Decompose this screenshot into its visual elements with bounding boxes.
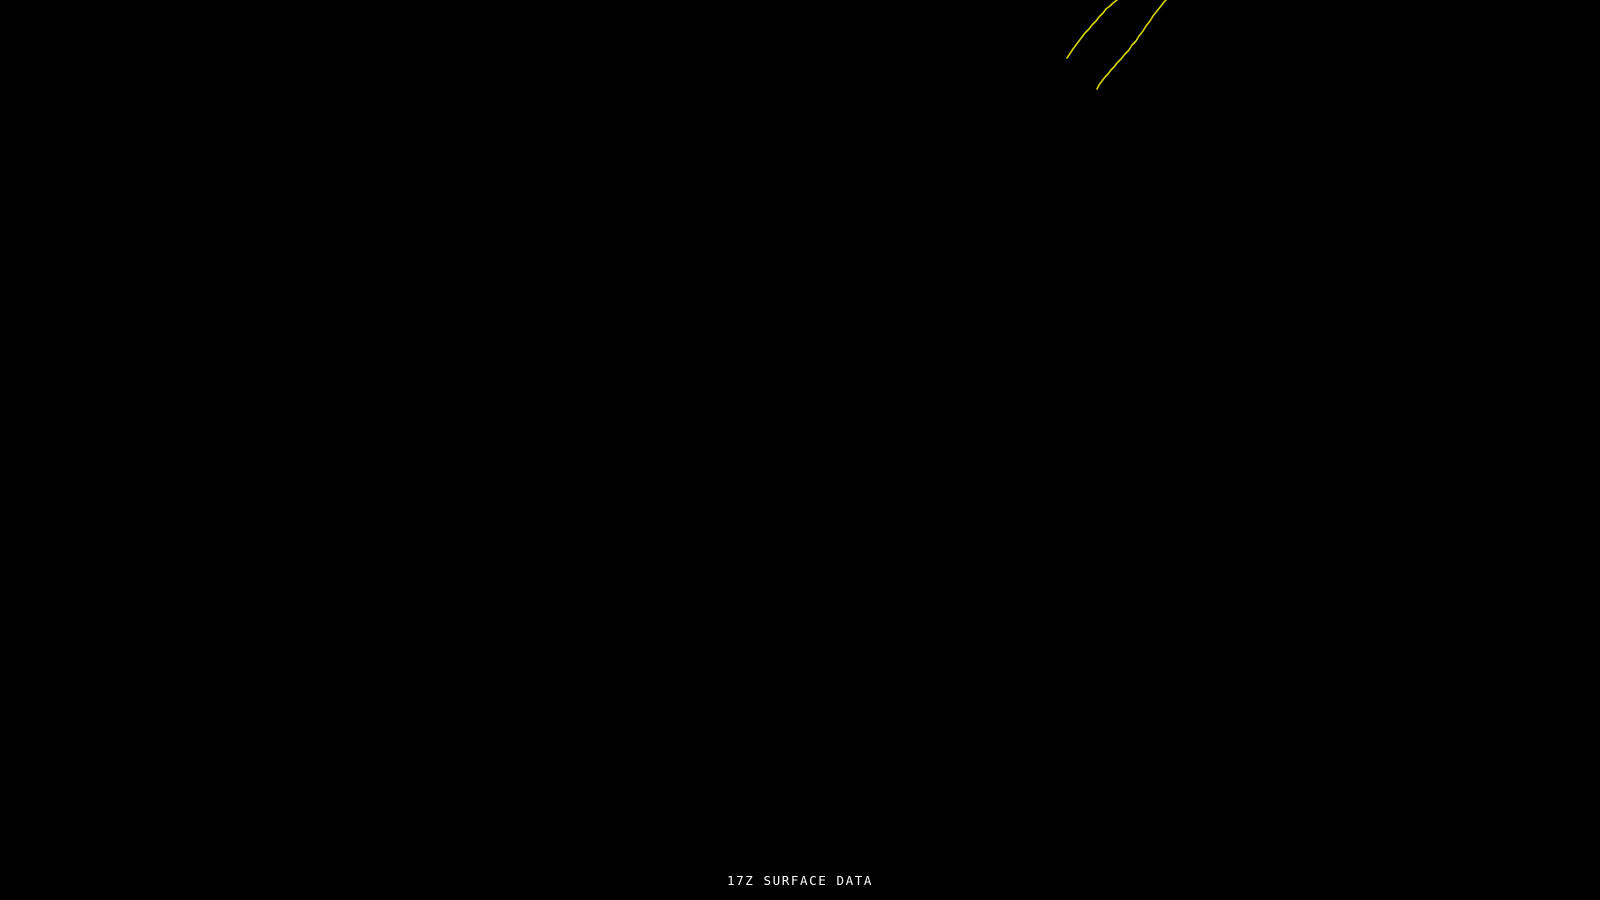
map-caption: 17Z SURFACE DATA [726,873,873,888]
